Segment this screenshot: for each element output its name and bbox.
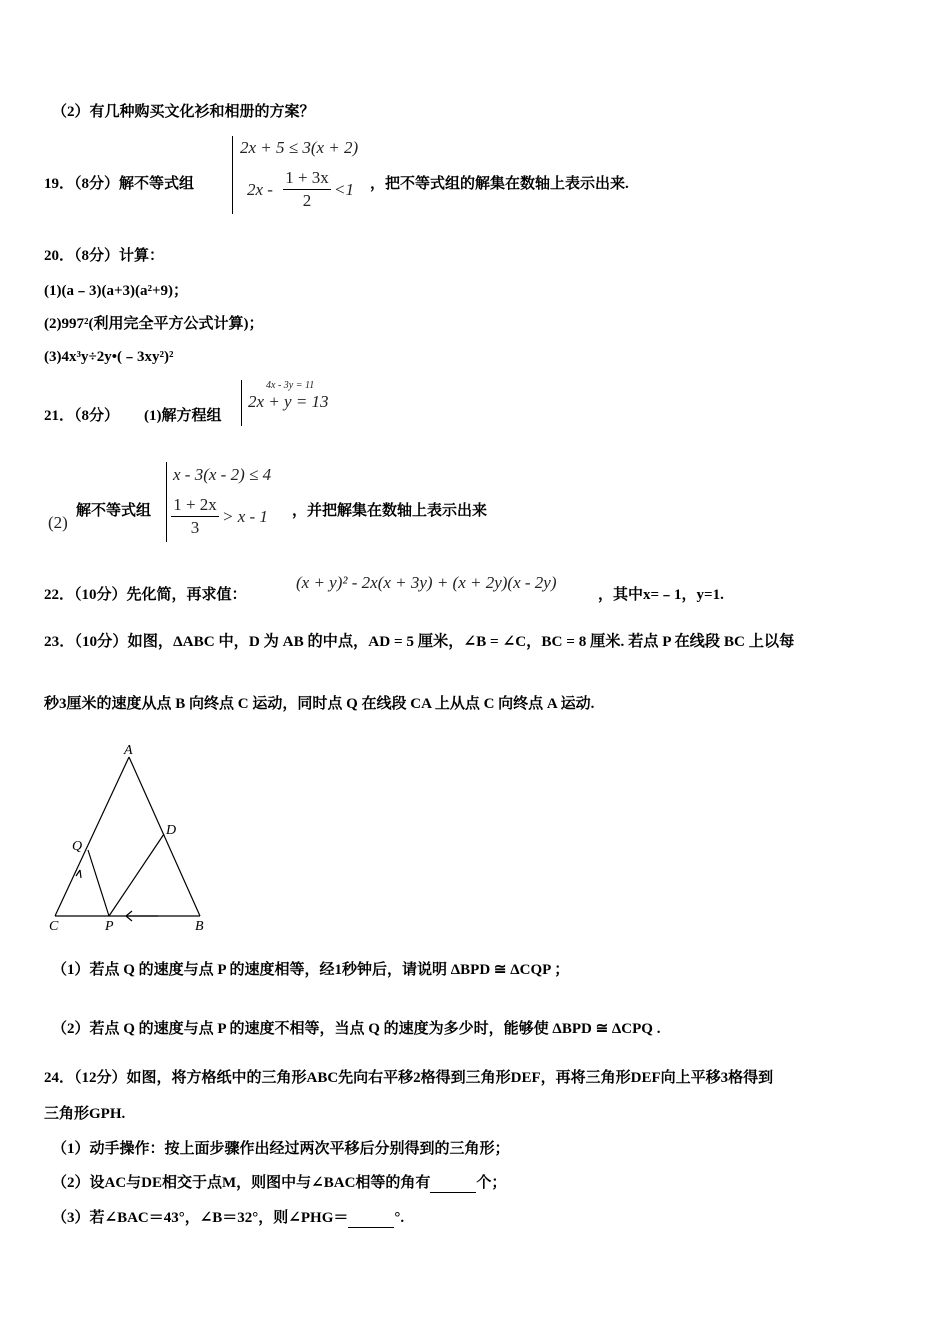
answer-blank[interactable] xyxy=(348,1213,394,1228)
q24-sub3 xyxy=(52,1208,404,1228)
q23-line1: 23．（10分）如图，ΔABC 中，D 为 AB 的中点，AD = 5 厘米，∠B = ∠C，BC = 8 厘米. 若点 P 在线段 BC 上以每 xyxy=(44,633,795,650)
q21-ineq2-right: > x - 1 xyxy=(222,507,268,526)
q19-ineq2-right: <1 xyxy=(334,180,354,199)
q21-eq1: 4x - 3y = 11 xyxy=(266,380,315,391)
q19-ineq2-left: 2x - xyxy=(247,180,273,199)
segment-qp xyxy=(88,850,109,916)
q24-sub2-text: （2）设AC与DE相交于点M，则图中与∠BAC相等的角有 xyxy=(52,1175,431,1191)
q23-line2: 秒3厘米的速度从点 B 向终点 C 运动，同时点 Q 在线段 CA 上从点 C 向终点 A 运动. xyxy=(44,696,595,712)
q20-part1: (1)(a﹣3)(a+3)(a²+9)； xyxy=(44,283,189,299)
q21-fraction xyxy=(171,495,219,538)
q21-system-brace xyxy=(241,380,242,426)
q19-fraction xyxy=(283,168,331,211)
q23-triangle-figure xyxy=(40,740,220,940)
label-B: B xyxy=(195,919,204,934)
q21-denominator: 3 xyxy=(190,518,200,537)
q21-part2-text: 解不等式组 xyxy=(76,503,152,519)
answer-blank[interactable] xyxy=(430,1178,476,1193)
q23-sub1: （1）若点 Q 的速度与点 P 的速度相等，经1秒钟后，请说明 ΔBPD ≅ ΔCQP ； xyxy=(52,962,570,978)
label-P: P xyxy=(105,919,114,934)
label-D: D xyxy=(166,823,177,838)
q21-numerator: 1 + 2x xyxy=(173,495,217,514)
q24-sub3-text: （3）若∠BAC＝43°，∠B＝32°，则∠PHG＝ xyxy=(52,1210,349,1226)
q22-suffix: ，其中x=﹣1，y=1. xyxy=(598,587,724,603)
q24-sub2-end: 个； xyxy=(476,1175,507,1191)
q19-suffix: ，把不等式组的解集在数轴上表示出来. xyxy=(370,176,629,192)
q22-expression: (x + y)² - 2x(x + 3y) + (x + 2y)(x - 2y) xyxy=(296,573,557,592)
q19-ineq1: 2x + 5 ≤ 3(x + 2) xyxy=(240,138,359,157)
q18-part2: （2）有几种购买文化衫和相册的方案？ xyxy=(52,104,315,120)
q24-sub2 xyxy=(52,1173,506,1193)
segment-dp xyxy=(109,834,164,916)
q20-part3: (3)4x³y÷2y•(﹣3xy²)² xyxy=(44,349,174,365)
label-C: C xyxy=(49,919,59,934)
q21-part1-label: (1)解方程组 xyxy=(144,408,222,424)
q19-prefix: 19．（8分）解不等式组 xyxy=(44,176,195,192)
side-ca xyxy=(55,757,129,916)
label-Q: Q xyxy=(72,839,83,854)
q19-brace xyxy=(232,136,233,214)
q23-sub2: （2）若点 Q 的速度与点 P 的速度不相等，当点 Q 的速度为多少时，能够使 ΔBPD ≅ ΔCPQ . xyxy=(52,1021,661,1037)
q22-prefix: 22．（10分）先化简，再求值： xyxy=(44,587,247,603)
q24-line1: 24．（12分）如图，将方格纸中的三角形ABC先向右平移2格得到三角形DEF，再将三角形DEF向上平移3格得到 xyxy=(44,1070,774,1086)
q24-sub3-end: °. xyxy=(394,1210,405,1226)
q21-ineq-brace xyxy=(166,462,167,542)
q21-prefix: 21．（8分） xyxy=(44,408,120,424)
q21-suffix: ，并把解集在数轴上表示出来 xyxy=(292,503,488,519)
q19-denominator: 2 xyxy=(302,191,312,210)
q21-eq2: 2x + y = 13 xyxy=(248,392,329,411)
arrow-up-icon xyxy=(76,870,81,878)
q21-ineq1: x - 3(x - 2) ≤ 4 xyxy=(173,465,272,484)
q24-sub1: （1）动手操作：按上面步骤作出经过两次平移后分别得到的三角形； xyxy=(52,1141,510,1157)
q20-title: 20．（8分）计算： xyxy=(44,248,165,264)
q21-part2-label: (2) xyxy=(48,513,68,532)
label-A: A xyxy=(124,743,133,758)
side-ab xyxy=(129,757,200,916)
q20-part2: (2)997²(利用完全平方公式计算)； xyxy=(44,316,264,332)
q24-line2: 三角形GPH. xyxy=(44,1106,126,1122)
q19-numerator: 1 + 3x xyxy=(285,168,329,187)
